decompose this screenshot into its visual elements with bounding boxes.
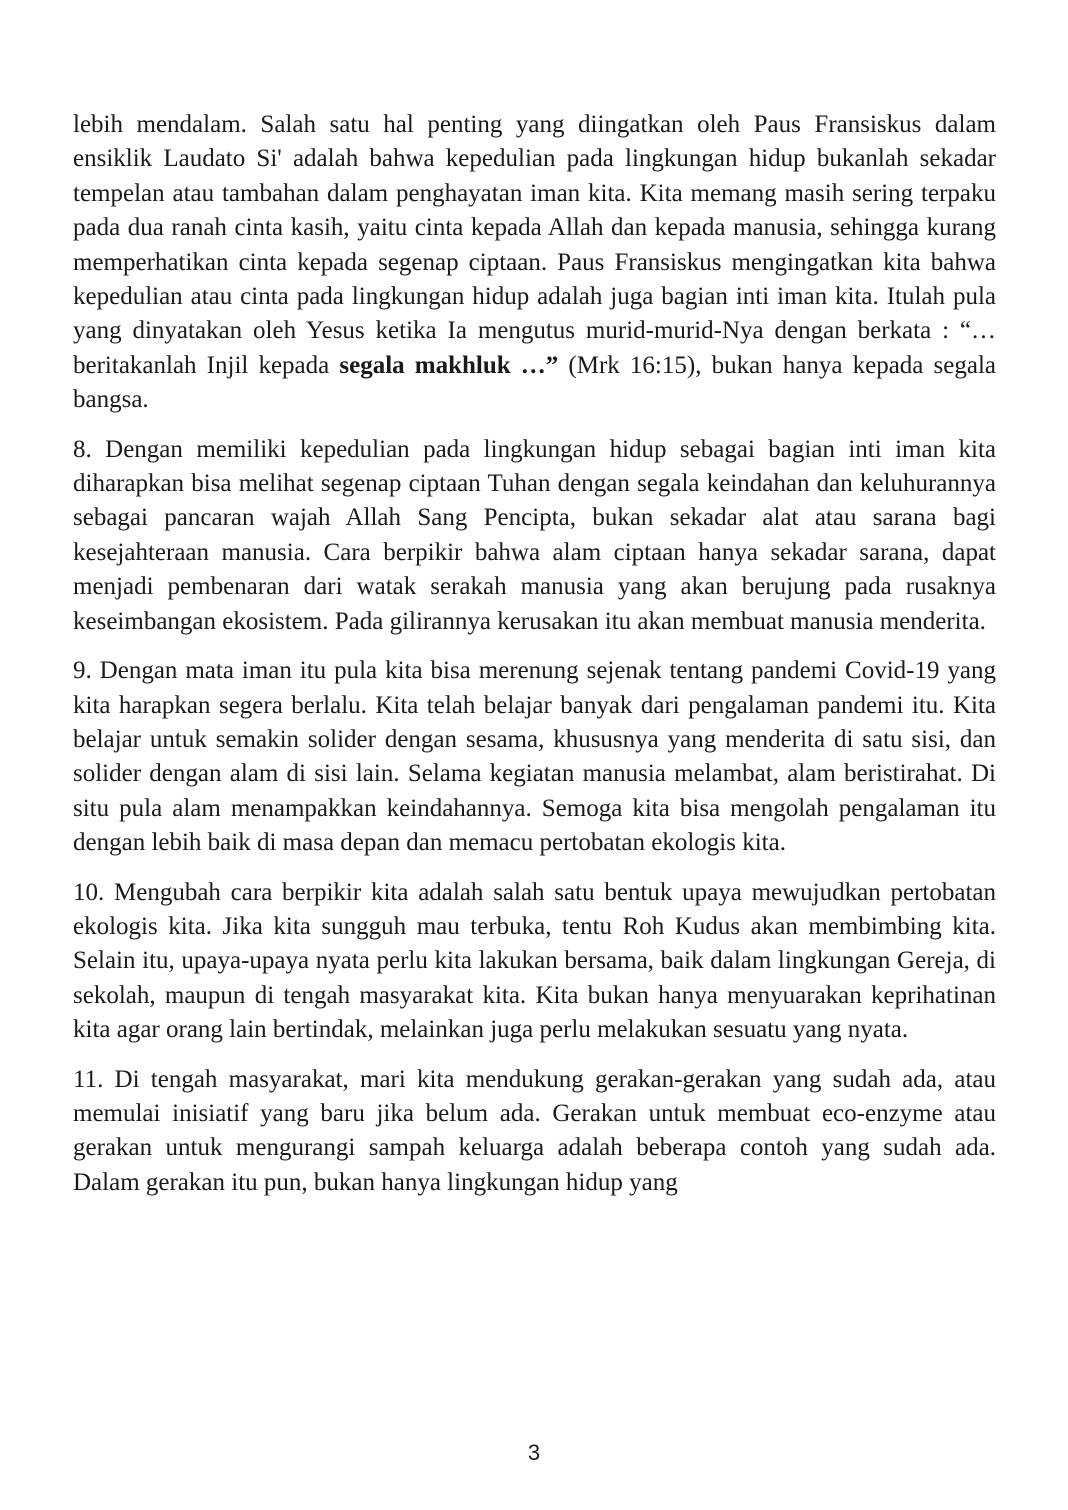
document-body <box>73 108 996 1215</box>
page-number: 3 <box>527 1440 541 1465</box>
paragraph-intro-text: lebih mendalam. Salah satu hal penting yang diingatkan oleh Paus Fransiskus dalam ensiklik Laudato Si' adalah bahwa kepedulian pada lingkungan hidup bukanlah sekadar tempelan atau tambahan dalam penghayatan iman kita. Kita memang masih sering terpaku pada dua ranah cinta kasih, yaitu cinta kepada Allah dan kepada manusia, sehingga kurang memperhatikan cinta kepada segenap ciptaan. Paus Fransiskus mengingatkan kita bahwa kepedulian atau cinta pada lingkungan hidup adalah juga bagian inti iman kita. Itulah pula yang dinyatakan oleh Yesus ketika Ia mengutus murid-murid-Nya dengan berkata : “…beritakanlah Injil kepada <box>73 111 996 379</box>
paragraph-9: 9. Dengan mata iman itu pula kita bisa merenung sejenak tentang pandemi Covid-19 yang kita harapkan segera berlalu. Kita telah belajar banyak dari pengalaman pandemi itu. Kita belajar untuk semakin solider dengan sesama, khususnya yang menderita di satu sisi, dan solider dengan alam di sisi lain. Selama kegiatan manusia melambat, alam beristirahat. Di situ pula alam menampakkan keindahannya. Semoga kita bisa mengolah pengalaman itu dengan lebih baik di masa depan dan memacu pertobatan ekologis kita. <box>73 657 996 857</box>
paragraph-intro <box>73 108 996 418</box>
paragraph-8: 8. Dengan memiliki kepedulian pada lingkungan hidup sebagai bagian inti iman kita diharapkan bisa melihat segenap ciptaan Tuhan dengan segala keindahan dan keluhurannya sebagai pancaran wajah Allah Sang Pencipta, bukan sekadar alat atau sarana bagi kesejahteraan manusia. Cara berpikir bahwa alam ciptaan hanya sekadar sarana, dapat menjadi pembenaran dari watak serakah manusia yang akan berujung pada rusaknya keseimbangan ekosistem. Pada gilirannya kerusakan itu akan membuat manusia menderita. <box>73 435 996 635</box>
paragraph-intro-tail: (Mrk 16:15), bukan hanya kepada segala bangsa. <box>73 351 996 414</box>
bold-quote: segala makhluk …” <box>339 351 559 379</box>
paragraph-10: 10. Mengubah cara berpikir kita adalah salah satu bentuk upaya mewujudkan pertobatan ekologis kita. Jika kita sungguh mau terbuka, tentu Roh Kudus akan membimbing kita. Selain itu, upaya-upaya nyata perlu kita lakukan bersama, baik dalam lingkungan Gereja, di sekolah, maupun di tengah masyarakat kita. Kita bukan hanya menyuarakan keprihatinan kita agar orang lain bertindak, melainkan juga perlu melakukan sesuatu yang nyata. <box>73 878 996 1044</box>
paragraph-11: 11. Di tengah masyarakat, mari kita mendukung gerakan-gerakan yang sudah ada, atau memulai inisiatif yang baru jika belum ada. Gerakan untuk membuat eco-enzyme atau gerakan untuk mengurangi sampah keluarga adalah beberapa contoh yang sudah ada. Dalam gerakan itu pun, bukan hanya lingkungan hidup yang <box>73 1065 996 1196</box>
